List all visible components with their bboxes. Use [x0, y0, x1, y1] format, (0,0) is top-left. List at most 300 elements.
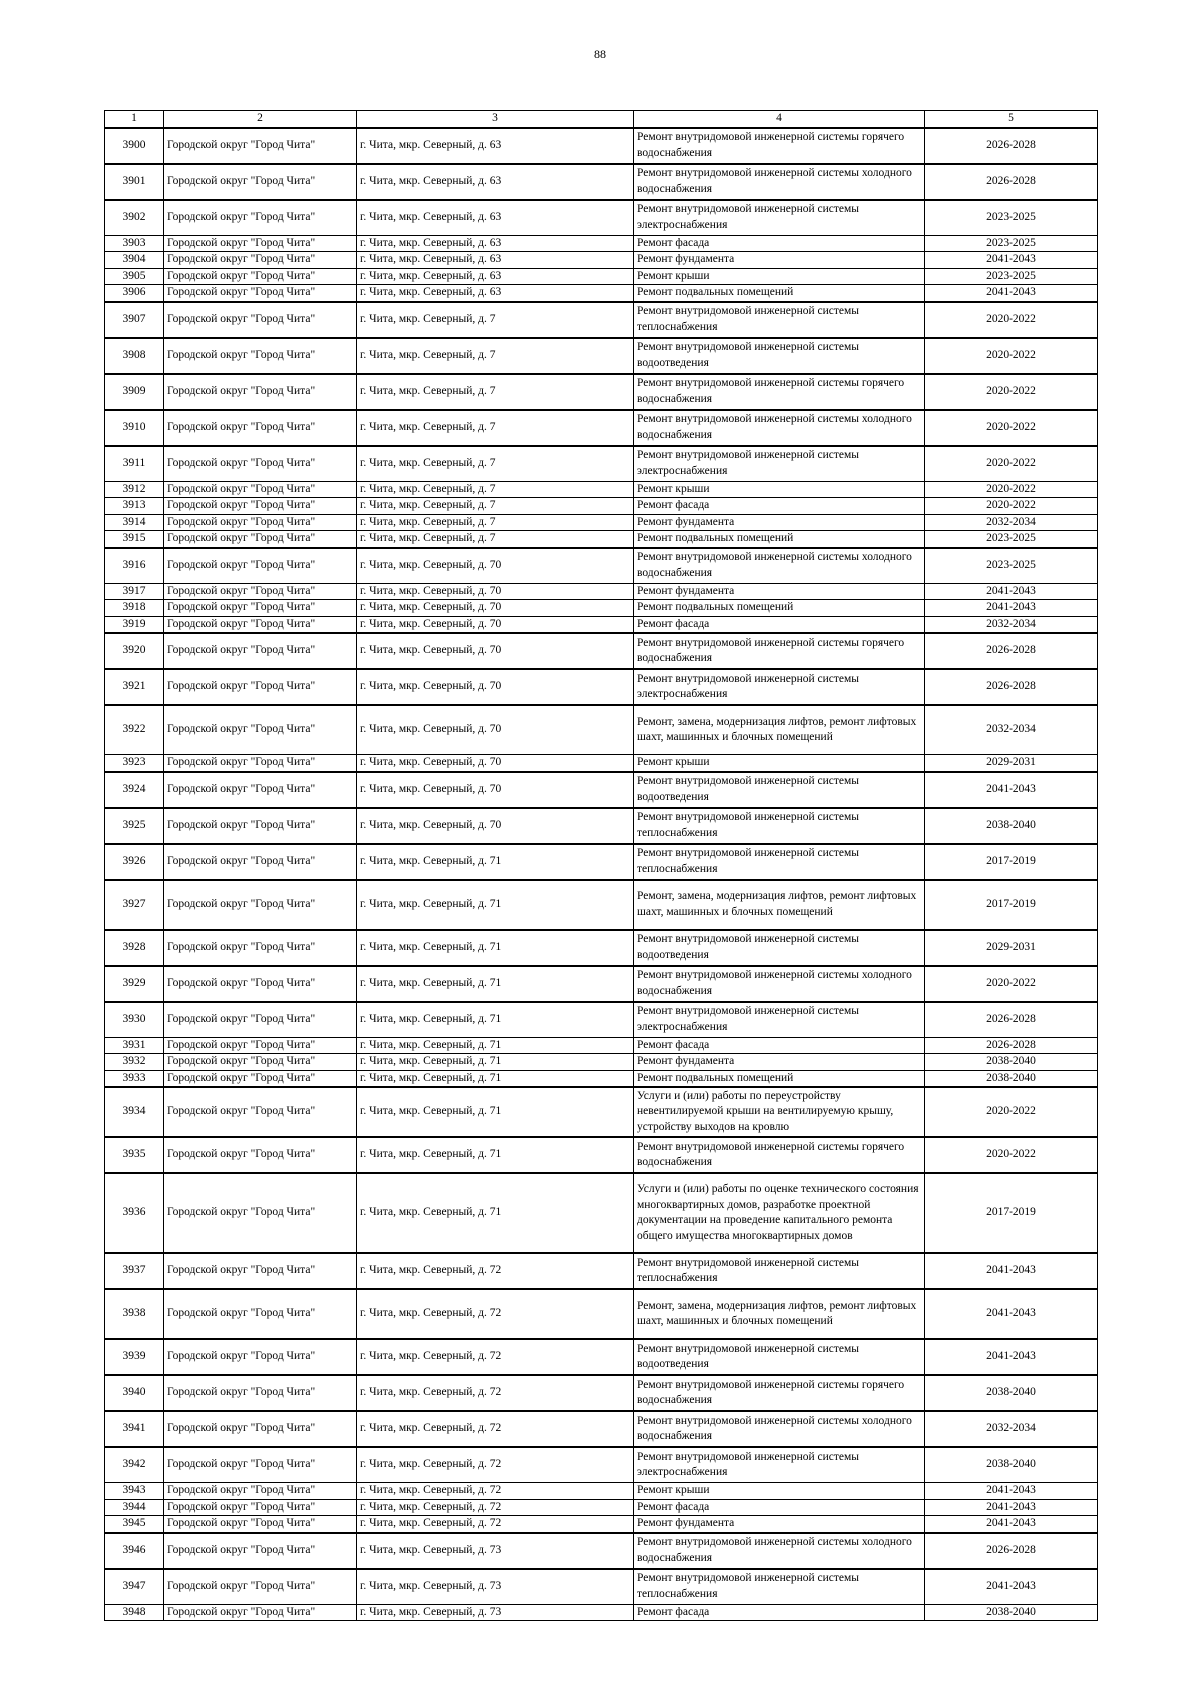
row-number-cell: 3902	[105, 200, 164, 236]
period-cell: 2032-2034	[925, 616, 1098, 633]
period-cell: 2026-2028	[925, 633, 1098, 669]
period-cell: 2020-2022	[925, 481, 1098, 498]
work-type-cell: Ремонт внутридомовой инженерной системы электроснабжения	[634, 1447, 925, 1483]
municipality-cell: Городской округ "Город Чита"	[164, 1569, 357, 1605]
table-row	[105, 583, 1098, 600]
table-row	[105, 669, 1098, 705]
period-cell: 2029-2031	[925, 930, 1098, 966]
period-cell: 2026-2028	[925, 128, 1098, 164]
work-type-cell: Ремонт внутридомовой инженерной системы холодного водоснабжения	[634, 548, 925, 584]
municipality-cell: Городской округ "Город Чита"	[164, 268, 357, 285]
table-row	[105, 600, 1098, 617]
municipality-cell: Городской округ "Город Чита"	[164, 1173, 357, 1253]
row-number-cell: 3931	[105, 1037, 164, 1054]
municipality-cell: Городской округ "Город Чита"	[164, 302, 357, 338]
municipality-cell: Городской округ "Город Чита"	[164, 1253, 357, 1289]
work-type-cell: Ремонт, замена, модернизация лифтов, ремонт лифтовых шахт, машинных и блочных помещений	[634, 705, 925, 755]
period-cell: 2023-2025	[925, 200, 1098, 236]
address-cell: г. Чита, мкр. Северный, д. 72	[357, 1339, 634, 1375]
address-cell: г. Чита, мкр. Северный, д. 7	[357, 374, 634, 410]
work-type-cell: Ремонт внутридомовой инженерной системы горячего водоснабжения	[634, 128, 925, 164]
work-type-cell: Ремонт подвальных помещений	[634, 531, 925, 548]
table-row	[105, 808, 1098, 844]
period-cell: 2041-2043	[925, 600, 1098, 617]
work-type-cell: Ремонт фасада	[634, 1037, 925, 1054]
address-cell: г. Чита, мкр. Северный, д. 7	[357, 498, 634, 515]
work-type-cell: Ремонт подвальных помещений	[634, 600, 925, 617]
address-cell: г. Чита, мкр. Северный, д. 63	[357, 252, 634, 269]
municipality-cell: Городской округ "Город Чита"	[164, 930, 357, 966]
address-cell: г. Чита, мкр. Северный, д. 71	[357, 1173, 634, 1253]
work-type-cell: Ремонт фундамента	[634, 583, 925, 600]
period-cell: 2041-2043	[925, 1483, 1098, 1500]
work-type-cell: Ремонт внутридомовой инженерной системы теплоснабжения	[634, 302, 925, 338]
table-row	[105, 374, 1098, 410]
period-cell: 2026-2028	[925, 1037, 1098, 1054]
period-cell: 2023-2025	[925, 235, 1098, 252]
table-row	[105, 844, 1098, 880]
work-type-cell: Ремонт внутридомовой инженерной системы горячего водоснабжения	[634, 633, 925, 669]
period-cell: 2020-2022	[925, 1137, 1098, 1173]
address-cell: г. Чита, мкр. Северный, д. 70	[357, 755, 634, 772]
table-row	[105, 755, 1098, 772]
address-cell: г. Чита, мкр. Северный, д. 70	[357, 772, 634, 808]
period-cell: 2038-2040	[925, 1054, 1098, 1071]
period-cell: 2041-2043	[925, 1499, 1098, 1516]
municipality-cell: Городской округ "Город Чита"	[164, 966, 357, 1002]
table-row	[105, 1569, 1098, 1605]
table-row	[105, 1054, 1098, 1071]
table-row	[105, 285, 1098, 302]
period-cell: 2032-2034	[925, 1411, 1098, 1447]
municipality-cell: Городской округ "Город Чита"	[164, 285, 357, 302]
address-cell: г. Чита, мкр. Северный, д. 71	[357, 844, 634, 880]
work-type-cell: Ремонт фундамента	[634, 1516, 925, 1533]
address-cell: г. Чита, мкр. Северный, д. 70	[357, 705, 634, 755]
row-number-cell: 3936	[105, 1173, 164, 1253]
work-type-cell: Ремонт внутридомовой инженерной системы теплоснабжения	[634, 1569, 925, 1605]
row-number-cell: 3904	[105, 252, 164, 269]
address-cell: г. Чита, мкр. Северный, д. 7	[357, 410, 634, 446]
table-row	[105, 616, 1098, 633]
table-row	[105, 1483, 1098, 1500]
municipality-cell: Городской округ "Город Чита"	[164, 338, 357, 374]
address-cell: г. Чита, мкр. Северный, д. 63	[357, 268, 634, 285]
work-type-cell: Ремонт внутридомовой инженерной системы холодного водоснабжения	[634, 164, 925, 200]
work-type-cell: Услуги и (или) работы по оценке технического состояния многоквартирных домов, разработке проектной документации на проведение капитального ремонта общего имущества многоквартирных домов	[634, 1173, 925, 1253]
work-type-cell: Ремонт фасада	[634, 498, 925, 515]
row-number-cell: 3934	[105, 1087, 164, 1137]
address-cell: г. Чита, мкр. Северный, д. 7	[357, 338, 634, 374]
row-number-cell: 3926	[105, 844, 164, 880]
row-number-cell: 3921	[105, 669, 164, 705]
address-cell: г. Чита, мкр. Северный, д. 63	[357, 164, 634, 200]
work-type-cell: Ремонт внутридомовой инженерной системы водоотведения	[634, 338, 925, 374]
municipality-cell: Городской округ "Город Чита"	[164, 164, 357, 200]
table-row	[105, 1339, 1098, 1375]
work-type-cell: Ремонт внутридомовой инженерной системы горячего водоснабжения	[634, 1375, 925, 1411]
address-cell: г. Чита, мкр. Северный, д. 73	[357, 1533, 634, 1569]
municipality-cell: Городской округ "Город Чита"	[164, 514, 357, 531]
period-cell: 2017-2019	[925, 1173, 1098, 1253]
work-type-cell: Ремонт фасада	[634, 235, 925, 252]
work-type-cell: Ремонт фундамента	[634, 252, 925, 269]
period-cell: 2026-2028	[925, 1002, 1098, 1038]
municipality-cell: Городской округ "Город Чита"	[164, 1375, 357, 1411]
page-number: 88	[594, 47, 606, 61]
row-number-cell: 3905	[105, 268, 164, 285]
table-row	[105, 302, 1098, 338]
work-type-cell: Ремонт подвальных помещений	[634, 1070, 925, 1087]
row-number-cell: 3933	[105, 1070, 164, 1087]
municipality-cell: Городской округ "Город Чита"	[164, 600, 357, 617]
work-type-cell: Ремонт внутридомовой инженерной системы холодного водоснабжения	[634, 1411, 925, 1447]
period-cell: 2017-2019	[925, 880, 1098, 930]
work-type-cell: Ремонт внутридомовой инженерной системы электроснабжения	[634, 1002, 925, 1038]
address-cell: г. Чита, мкр. Северный, д. 7	[357, 302, 634, 338]
row-number-cell: 3903	[105, 235, 164, 252]
address-cell: г. Чита, мкр. Северный, д. 71	[357, 1054, 634, 1071]
period-cell: 2041-2043	[925, 1253, 1098, 1289]
municipality-cell: Городской округ "Город Чита"	[164, 1070, 357, 1087]
table-row	[105, 338, 1098, 374]
table-row	[105, 200, 1098, 236]
table-row	[105, 966, 1098, 1002]
municipality-cell: Городской округ "Город Чита"	[164, 446, 357, 482]
period-cell: 2026-2028	[925, 1533, 1098, 1569]
address-cell: г. Чита, мкр. Северный, д. 70	[357, 548, 634, 584]
period-cell: 2026-2028	[925, 669, 1098, 705]
row-number-cell: 3908	[105, 338, 164, 374]
address-cell: г. Чита, мкр. Северный, д. 70	[357, 600, 634, 617]
work-type-cell: Ремонт внутридомовой инженерной системы теплоснабжения	[634, 808, 925, 844]
address-cell: г. Чита, мкр. Северный, д. 63	[357, 128, 634, 164]
table-row	[105, 1037, 1098, 1054]
work-type-cell: Ремонт внутридомовой инженерной системы горячего водоснабжения	[634, 374, 925, 410]
address-cell: г. Чита, мкр. Северный, д. 71	[357, 966, 634, 1002]
municipality-cell: Городской округ "Город Чита"	[164, 755, 357, 772]
period-cell: 2029-2031	[925, 755, 1098, 772]
row-number-cell: 3913	[105, 498, 164, 515]
work-type-cell: Ремонт крыши	[634, 268, 925, 285]
table-row	[105, 1604, 1098, 1621]
row-number-cell: 3915	[105, 531, 164, 548]
table-row	[105, 514, 1098, 531]
period-cell: 2041-2043	[925, 285, 1098, 302]
table-row	[105, 1533, 1098, 1569]
row-number-cell: 3924	[105, 772, 164, 808]
period-cell: 2020-2022	[925, 338, 1098, 374]
address-cell: г. Чита, мкр. Северный, д. 71	[357, 1137, 634, 1173]
municipality-cell: Городской округ "Город Чита"	[164, 1499, 357, 1516]
row-number-cell: 3947	[105, 1569, 164, 1605]
row-number-cell: 3939	[105, 1339, 164, 1375]
row-number-cell: 3906	[105, 285, 164, 302]
header-cell: 4	[634, 111, 925, 128]
row-number-cell: 3930	[105, 1002, 164, 1038]
period-cell: 2041-2043	[925, 1289, 1098, 1339]
table-row	[105, 548, 1098, 584]
row-number-cell: 3941	[105, 1411, 164, 1447]
work-type-cell: Ремонт крыши	[634, 755, 925, 772]
work-type-cell: Ремонт фасада	[634, 616, 925, 633]
row-number-cell: 3938	[105, 1289, 164, 1339]
work-type-cell: Ремонт крыши	[634, 481, 925, 498]
row-number-cell: 3922	[105, 705, 164, 755]
row-number-cell: 3920	[105, 633, 164, 669]
municipality-cell: Городской округ "Город Чита"	[164, 374, 357, 410]
work-type-cell: Ремонт подвальных помещений	[634, 285, 925, 302]
municipality-cell: Городской округ "Город Чита"	[164, 1339, 357, 1375]
address-cell: г. Чита, мкр. Северный, д. 63	[357, 200, 634, 236]
address-cell: г. Чита, мкр. Северный, д. 73	[357, 1569, 634, 1605]
address-cell: г. Чита, мкр. Северный, д. 72	[357, 1499, 634, 1516]
work-type-cell: Ремонт внутридомовой инженерной системы электроснабжения	[634, 200, 925, 236]
row-number-cell: 3900	[105, 128, 164, 164]
row-number-cell: 3935	[105, 1137, 164, 1173]
row-number-cell: 3945	[105, 1516, 164, 1533]
table-row	[105, 1070, 1098, 1087]
table-row	[105, 1516, 1098, 1533]
table-row	[105, 1375, 1098, 1411]
table-header-row	[105, 111, 1098, 128]
table-row	[105, 164, 1098, 200]
table-body	[105, 111, 1098, 1621]
row-number-cell: 3927	[105, 880, 164, 930]
address-cell: г. Чита, мкр. Северный, д. 73	[357, 1604, 634, 1621]
period-cell: 2041-2043	[925, 252, 1098, 269]
address-cell: г. Чита, мкр. Северный, д. 7	[357, 446, 634, 482]
period-cell: 2020-2022	[925, 410, 1098, 446]
municipality-cell: Городской округ "Город Чита"	[164, 235, 357, 252]
table-row	[105, 1289, 1098, 1339]
municipality-cell: Городской округ "Город Чита"	[164, 669, 357, 705]
repair-schedule-table	[104, 110, 1098, 1621]
period-cell: 2038-2040	[925, 808, 1098, 844]
work-type-cell: Ремонт, замена, модернизация лифтов, ремонт лифтовых шахт, машинных и блочных помещений	[634, 1289, 925, 1339]
address-cell: г. Чита, мкр. Северный, д. 71	[357, 930, 634, 966]
table-row	[105, 633, 1098, 669]
work-type-cell: Ремонт внутридомовой инженерной системы холодного водоснабжения	[634, 410, 925, 446]
row-number-cell: 3940	[105, 1375, 164, 1411]
work-type-cell: Ремонт внутридомовой инженерной системы водоотведения	[634, 772, 925, 808]
period-cell: 2041-2043	[925, 1339, 1098, 1375]
address-cell: г. Чита, мкр. Северный, д. 71	[357, 1087, 634, 1137]
work-type-cell: Ремонт фасада	[634, 1604, 925, 1621]
municipality-cell: Городской округ "Город Чита"	[164, 1002, 357, 1038]
header-cell: 1	[105, 111, 164, 128]
table-row	[105, 1253, 1098, 1289]
municipality-cell: Городской округ "Город Чита"	[164, 705, 357, 755]
address-cell: г. Чита, мкр. Северный, д. 71	[357, 880, 634, 930]
table-row	[105, 772, 1098, 808]
period-cell: 2041-2043	[925, 772, 1098, 808]
period-cell: 2020-2022	[925, 966, 1098, 1002]
table-row	[105, 1499, 1098, 1516]
address-cell: г. Чита, мкр. Северный, д. 7	[357, 531, 634, 548]
municipality-cell: Городской округ "Город Чита"	[164, 531, 357, 548]
work-type-cell: Ремонт фундамента	[634, 1054, 925, 1071]
period-cell: 2038-2040	[925, 1604, 1098, 1621]
address-cell: г. Чита, мкр. Северный, д. 72	[357, 1253, 634, 1289]
work-type-cell: Ремонт внутридомовой инженерной системы водоотведения	[634, 1339, 925, 1375]
table-row	[105, 481, 1098, 498]
row-number-cell: 3948	[105, 1604, 164, 1621]
table-row	[105, 1447, 1098, 1483]
address-cell: г. Чита, мкр. Северный, д. 70	[357, 808, 634, 844]
period-cell: 2023-2025	[925, 548, 1098, 584]
work-type-cell: Ремонт крыши	[634, 1483, 925, 1500]
municipality-cell: Городской округ "Город Чита"	[164, 1087, 357, 1137]
address-cell: г. Чита, мкр. Северный, д. 72	[357, 1375, 634, 1411]
period-cell: 2020-2022	[925, 498, 1098, 515]
municipality-cell: Городской округ "Город Чита"	[164, 880, 357, 930]
table-row	[105, 128, 1098, 164]
period-cell: 2020-2022	[925, 1087, 1098, 1137]
municipality-cell: Городской округ "Город Чита"	[164, 616, 357, 633]
address-cell: г. Чита, мкр. Северный, д. 70	[357, 616, 634, 633]
period-cell: 2041-2043	[925, 583, 1098, 600]
municipality-cell: Городской округ "Город Чита"	[164, 1054, 357, 1071]
row-number-cell: 3923	[105, 755, 164, 772]
municipality-cell: Городской округ "Город Чита"	[164, 1411, 357, 1447]
table-row	[105, 252, 1098, 269]
period-cell: 2020-2022	[925, 374, 1098, 410]
table-row	[105, 268, 1098, 285]
address-cell: г. Чита, мкр. Северный, д. 7	[357, 514, 634, 531]
row-number-cell: 3918	[105, 600, 164, 617]
municipality-cell: Городской округ "Город Чита"	[164, 772, 357, 808]
work-type-cell: Ремонт внутридомовой инженерной системы теплоснабжения	[634, 1253, 925, 1289]
table-row	[105, 498, 1098, 515]
row-number-cell: 3943	[105, 1483, 164, 1500]
municipality-cell: Городской округ "Город Чита"	[164, 498, 357, 515]
row-number-cell: 3916	[105, 548, 164, 584]
period-cell: 2032-2034	[925, 705, 1098, 755]
table-row	[105, 446, 1098, 482]
row-number-cell: 3944	[105, 1499, 164, 1516]
period-cell: 2041-2043	[925, 1569, 1098, 1605]
address-cell: г. Чита, мкр. Северный, д. 71	[357, 1037, 634, 1054]
address-cell: г. Чита, мкр. Северный, д. 72	[357, 1516, 634, 1533]
row-number-cell: 3907	[105, 302, 164, 338]
work-type-cell: Услуги и (или) работы по переустройству невентилируемой крыши на вентилируемую крышу, устройству выходов на кровлю	[634, 1087, 925, 1137]
row-number-cell: 3912	[105, 481, 164, 498]
work-type-cell: Ремонт внутридомовой инженерной системы холодного водоснабжения	[634, 966, 925, 1002]
row-number-cell: 3909	[105, 374, 164, 410]
period-cell: 2032-2034	[925, 514, 1098, 531]
row-number-cell: 3901	[105, 164, 164, 200]
table-row	[105, 705, 1098, 755]
period-cell: 2038-2040	[925, 1375, 1098, 1411]
row-number-cell: 3932	[105, 1054, 164, 1071]
work-type-cell: Ремонт внутридомовой инженерной системы теплоснабжения	[634, 844, 925, 880]
table-row	[105, 1087, 1098, 1137]
municipality-cell: Городской округ "Город Чита"	[164, 1483, 357, 1500]
period-cell: 2041-2043	[925, 1516, 1098, 1533]
table-row	[105, 531, 1098, 548]
address-cell: г. Чита, мкр. Северный, д. 72	[357, 1289, 634, 1339]
municipality-cell: Городской округ "Город Чита"	[164, 808, 357, 844]
work-type-cell: Ремонт внутридомовой инженерной системы электроснабжения	[634, 669, 925, 705]
address-cell: г. Чита, мкр. Северный, д. 71	[357, 1002, 634, 1038]
period-cell: 2026-2028	[925, 164, 1098, 200]
municipality-cell: Городской округ "Город Чита"	[164, 1037, 357, 1054]
table-row	[105, 880, 1098, 930]
table-row	[105, 1411, 1098, 1447]
municipality-cell: Городской округ "Город Чита"	[164, 128, 357, 164]
municipality-cell: Городской округ "Город Чита"	[164, 1533, 357, 1569]
address-cell: г. Чита, мкр. Северный, д. 70	[357, 583, 634, 600]
work-type-cell: Ремонт внутридомовой инженерной системы холодного водоснабжения	[634, 1533, 925, 1569]
header-cell: 2	[164, 111, 357, 128]
address-cell: г. Чита, мкр. Северный, д. 63	[357, 235, 634, 252]
municipality-cell: Городской округ "Город Чита"	[164, 410, 357, 446]
table-row	[105, 235, 1098, 252]
address-cell: г. Чита, мкр. Северный, д. 72	[357, 1411, 634, 1447]
address-cell: г. Чита, мкр. Северный, д. 63	[357, 285, 634, 302]
period-cell: 2020-2022	[925, 446, 1098, 482]
municipality-cell: Городской округ "Город Чита"	[164, 1604, 357, 1621]
address-cell: г. Чита, мкр. Северный, д. 72	[357, 1483, 634, 1500]
table-row	[105, 930, 1098, 966]
table-row	[105, 1137, 1098, 1173]
period-cell: 2023-2025	[925, 268, 1098, 285]
address-cell: г. Чита, мкр. Северный, д. 7	[357, 481, 634, 498]
row-number-cell: 3917	[105, 583, 164, 600]
period-cell: 2020-2022	[925, 302, 1098, 338]
work-type-cell: Ремонт фасада	[634, 1499, 925, 1516]
municipality-cell: Городской округ "Город Чита"	[164, 1137, 357, 1173]
municipality-cell: Городской округ "Город Чита"	[164, 633, 357, 669]
row-number-cell: 3929	[105, 966, 164, 1002]
municipality-cell: Городской округ "Город Чита"	[164, 1447, 357, 1483]
row-number-cell: 3937	[105, 1253, 164, 1289]
row-number-cell: 3942	[105, 1447, 164, 1483]
period-cell: 2038-2040	[925, 1070, 1098, 1087]
work-type-cell: Ремонт внутридомовой инженерной системы водоотведения	[634, 930, 925, 966]
table-row	[105, 1002, 1098, 1038]
municipality-cell: Городской округ "Город Чита"	[164, 1516, 357, 1533]
address-cell: г. Чита, мкр. Северный, д. 70	[357, 669, 634, 705]
period-cell: 2017-2019	[925, 844, 1098, 880]
row-number-cell: 3925	[105, 808, 164, 844]
row-number-cell: 3911	[105, 446, 164, 482]
municipality-cell: Городской округ "Город Чита"	[164, 844, 357, 880]
address-cell: г. Чита, мкр. Северный, д. 70	[357, 633, 634, 669]
row-number-cell: 3946	[105, 1533, 164, 1569]
header-cell: 5	[925, 111, 1098, 128]
address-cell: г. Чита, мкр. Северный, д. 71	[357, 1070, 634, 1087]
work-type-cell: Ремонт внутридомовой инженерной системы горячего водоснабжения	[634, 1137, 925, 1173]
period-cell: 2038-2040	[925, 1447, 1098, 1483]
address-cell: г. Чита, мкр. Северный, д. 72	[357, 1447, 634, 1483]
row-number-cell: 3914	[105, 514, 164, 531]
work-type-cell: Ремонт, замена, модернизация лифтов, ремонт лифтовых шахт, машинных и блочных помещений	[634, 880, 925, 930]
row-number-cell: 3910	[105, 410, 164, 446]
municipality-cell: Городской округ "Город Чита"	[164, 252, 357, 269]
work-type-cell: Ремонт фундамента	[634, 514, 925, 531]
period-cell: 2023-2025	[925, 531, 1098, 548]
municipality-cell: Городской округ "Город Чита"	[164, 1289, 357, 1339]
municipality-cell: Городской округ "Город Чита"	[164, 200, 357, 236]
row-number-cell: 3919	[105, 616, 164, 633]
municipality-cell: Городской округ "Город Чита"	[164, 583, 357, 600]
municipality-cell: Городской округ "Город Чита"	[164, 548, 357, 584]
table-row	[105, 1173, 1098, 1253]
table-row	[105, 410, 1098, 446]
row-number-cell: 3928	[105, 930, 164, 966]
